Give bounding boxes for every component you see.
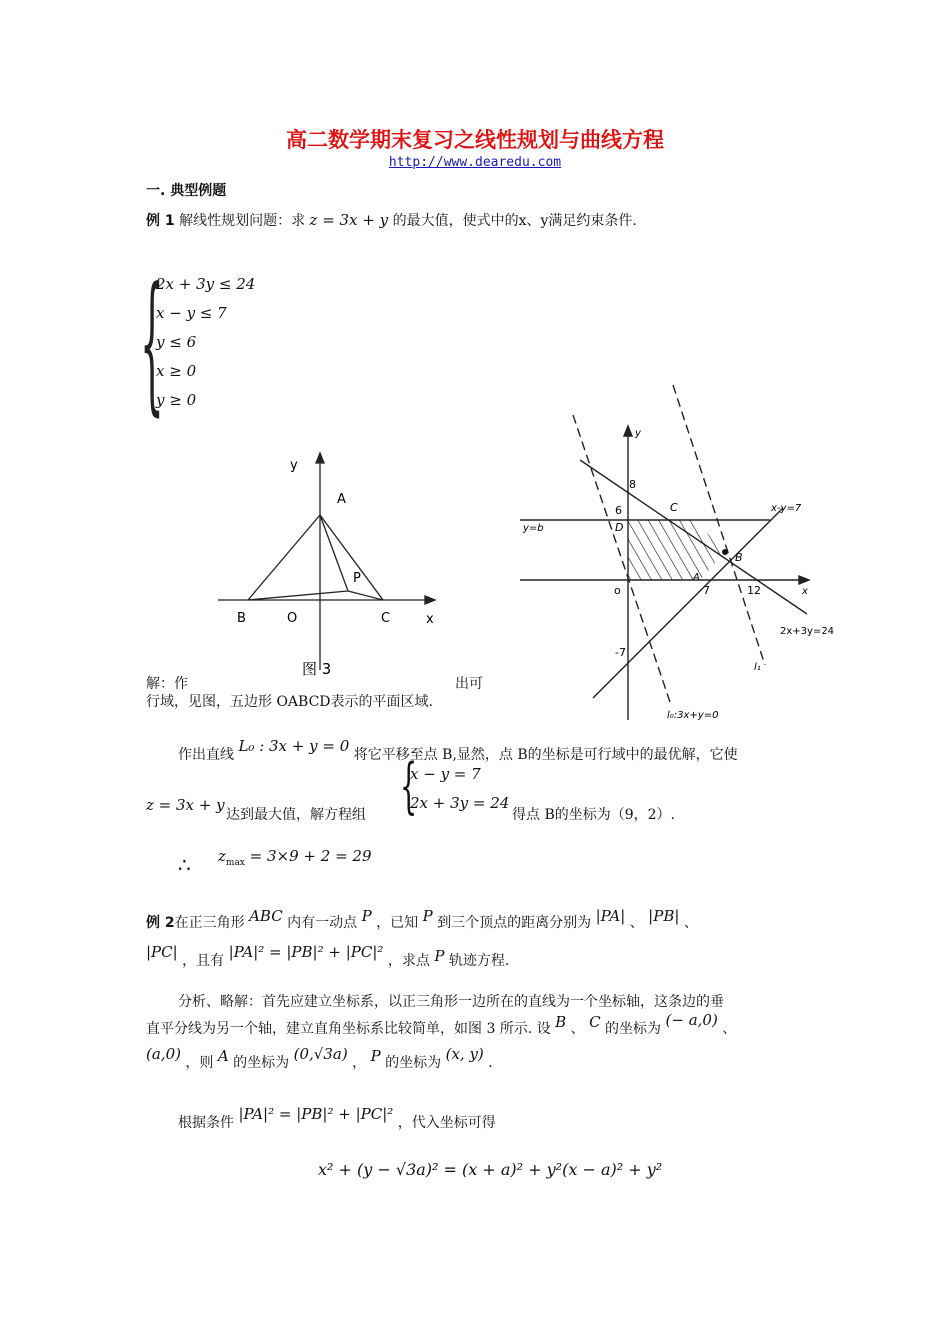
- objective-formula: z = 3x + y: [309, 211, 389, 229]
- line-L0-formula: L₀ : 3x + y = 0: [238, 737, 350, 755]
- an3a: ，则: [185, 1055, 214, 1071]
- lp-tick-6: 6: [615, 504, 622, 517]
- example2-label: 例 2: [146, 915, 175, 931]
- cond-formula: |PA|² = |PB|² + |PC|²: [238, 1105, 394, 1123]
- lp-tick-12: 12: [747, 584, 761, 597]
- fig3-O-label: O: [287, 611, 298, 626]
- lp-A-label: A: [693, 572, 700, 583]
- example2-line2: [146, 943, 510, 971]
- lp-yb-label: y=b: [523, 523, 544, 534]
- ex2-ABC: ABC: [249, 907, 283, 925]
- para3-text-b: 得点 B的坐标为（9，2）.: [512, 807, 676, 823]
- zmax-formula: [218, 847, 372, 868]
- ex2-t7: 轨迹方程.: [448, 953, 510, 969]
- lp-tick-8: 8: [629, 478, 636, 491]
- an-sep3: 、: [570, 1021, 585, 1037]
- figure-lp-region: [515, 380, 835, 725]
- an3e: .: [488, 1055, 493, 1071]
- example2-line1: [146, 907, 698, 933]
- analysis-line2: [146, 1011, 737, 1039]
- lp-x-label: x: [802, 586, 808, 597]
- ex2-P2: P: [422, 907, 433, 925]
- ex2-sep2: 、: [683, 915, 698, 931]
- ex2-t3: ，已知: [376, 915, 419, 931]
- system-eq2: 2x + 3y = 24: [410, 794, 510, 812]
- constraint-1: 2x + 3y ≤ 24: [156, 275, 256, 293]
- ex2-t2: 内有一动点: [287, 915, 358, 931]
- analysis-line3: [146, 1045, 493, 1073]
- an3b: 的坐标为: [233, 1055, 290, 1071]
- fig3-C-label: C: [381, 611, 391, 626]
- example1-text-a: 解线性规划问题：求: [179, 213, 306, 229]
- example1-text-b: 的最大值，使式中的x、y满足约束条件.: [392, 213, 637, 229]
- lp-D-label: D: [615, 521, 624, 534]
- ex2-t4: 到三个顶点的距离分别为: [437, 915, 592, 931]
- ex2-PB: |PB|: [648, 907, 680, 925]
- constraint-3: y ≤ 6: [156, 333, 197, 351]
- solution-para2: [178, 737, 738, 765]
- an2b: 的坐标为: [605, 1021, 662, 1037]
- example1-label: 例 1: [146, 213, 175, 229]
- figure-3-triangle: [210, 445, 445, 680]
- an-P-coord: (x, y): [445, 1045, 484, 1063]
- zmax-value: = 3×9 + 2 = 29: [249, 847, 372, 865]
- zmax-sub: max: [225, 858, 245, 868]
- lp-l1-label: l₁: [754, 662, 761, 673]
- ex2-P3: P: [434, 947, 445, 965]
- z-formula: z = 3x + y: [146, 796, 225, 814]
- fig3-x-label: x: [426, 612, 434, 627]
- condition-line: [178, 1105, 496, 1133]
- zmax-z: z: [218, 847, 226, 865]
- an-B: B: [555, 1013, 567, 1031]
- therefore-symbol: ∴: [178, 853, 191, 877]
- para3-text-a: 达到最大值，解方程组: [226, 807, 366, 823]
- lp-B-label: B: [735, 551, 743, 564]
- an-P: P: [370, 1047, 381, 1065]
- lp-xy7-label: x-y=7: [771, 503, 802, 514]
- ex2-t6: ，求点: [387, 953, 430, 969]
- example1-statement: [146, 210, 637, 231]
- ex2-PC: |PC|: [146, 943, 178, 961]
- cond-text-a: 根据条件: [178, 1115, 234, 1131]
- an-C-coord: (a,0): [146, 1045, 181, 1063]
- an-C: C: [589, 1013, 601, 1031]
- fig3-A-label: A: [337, 492, 346, 507]
- an2a: 直平分线为另一个轴，建立直角坐标系比较简单，如图 3 所示. 设: [146, 1021, 551, 1037]
- page-title: 高二数学期末复习之线性规划与曲线方程: [286, 128, 664, 152]
- an3c: ，: [352, 1055, 367, 1071]
- lp-tick-7: 7: [703, 584, 710, 597]
- solution-line1a: 解：作: [146, 676, 188, 692]
- ex2-t1: 在正三角形: [174, 915, 245, 931]
- lp-origin-label: o: [614, 584, 621, 597]
- ex2-sep1: 、: [629, 915, 644, 931]
- ex2-P: P: [361, 907, 372, 925]
- constraint-5: y ≥ 0: [156, 391, 197, 409]
- constraint-2: x − y ≤ 7: [156, 304, 227, 322]
- final-equation: x² + (y − √3a)² = (x + a)² + y²(x − a)² + y²: [318, 1160, 663, 1179]
- constraint-brace: {: [140, 256, 164, 430]
- fig3-caption: 图 3: [302, 660, 332, 678]
- para2-text-b: 将它平移至点 B,显然，点 B的坐标是可行域中的最优解，它使: [353, 747, 738, 763]
- lp-y-label: y: [635, 428, 641, 439]
- fig3-B-label: B: [237, 611, 246, 626]
- fig3-y-label: y: [290, 458, 298, 473]
- analysis-line1: 分析、略解：首先应建立坐标系，以正三角形一边所在的直线为一个坐标轴，这条边的垂: [178, 994, 724, 1010]
- lp-tick-neg7: -7: [615, 646, 626, 659]
- ex2-t5: ，且有: [182, 953, 225, 969]
- fig3-P-label: P: [353, 571, 361, 586]
- system-brace: {: [400, 751, 418, 821]
- section-heading: 一. 典型例题: [146, 183, 227, 199]
- solution-line2: 行域，见图，五边形 OABCD表示的平面区域.: [146, 694, 433, 710]
- ex2-PA: |PA|: [595, 907, 626, 925]
- cond-text-b: ，代入坐标可得: [397, 1115, 496, 1131]
- ex2-condition: |PA|² = |PB|² + |PC|²: [228, 943, 384, 961]
- lp-l0-label: l₀:3x+y=0: [667, 710, 719, 721]
- para2-text-a: 作出直线: [178, 747, 234, 763]
- an3d: 的坐标为: [385, 1055, 442, 1071]
- solution-line1b: 出可: [455, 676, 483, 692]
- an-A-coord: (0,√3a): [293, 1045, 348, 1063]
- lp-C-label: C: [670, 501, 678, 514]
- an-sep4: 、: [722, 1021, 737, 1037]
- constraint-4: x ≥ 0: [156, 362, 197, 380]
- system-eq1: x − y = 7: [410, 765, 481, 783]
- lp-eq24-label: 2x+3y=24: [780, 626, 835, 637]
- source-link[interactable]: http://www.dearedu.com: [388, 155, 562, 170]
- an-A: A: [217, 1047, 229, 1065]
- an-B-coord: (− a,0): [665, 1011, 718, 1029]
